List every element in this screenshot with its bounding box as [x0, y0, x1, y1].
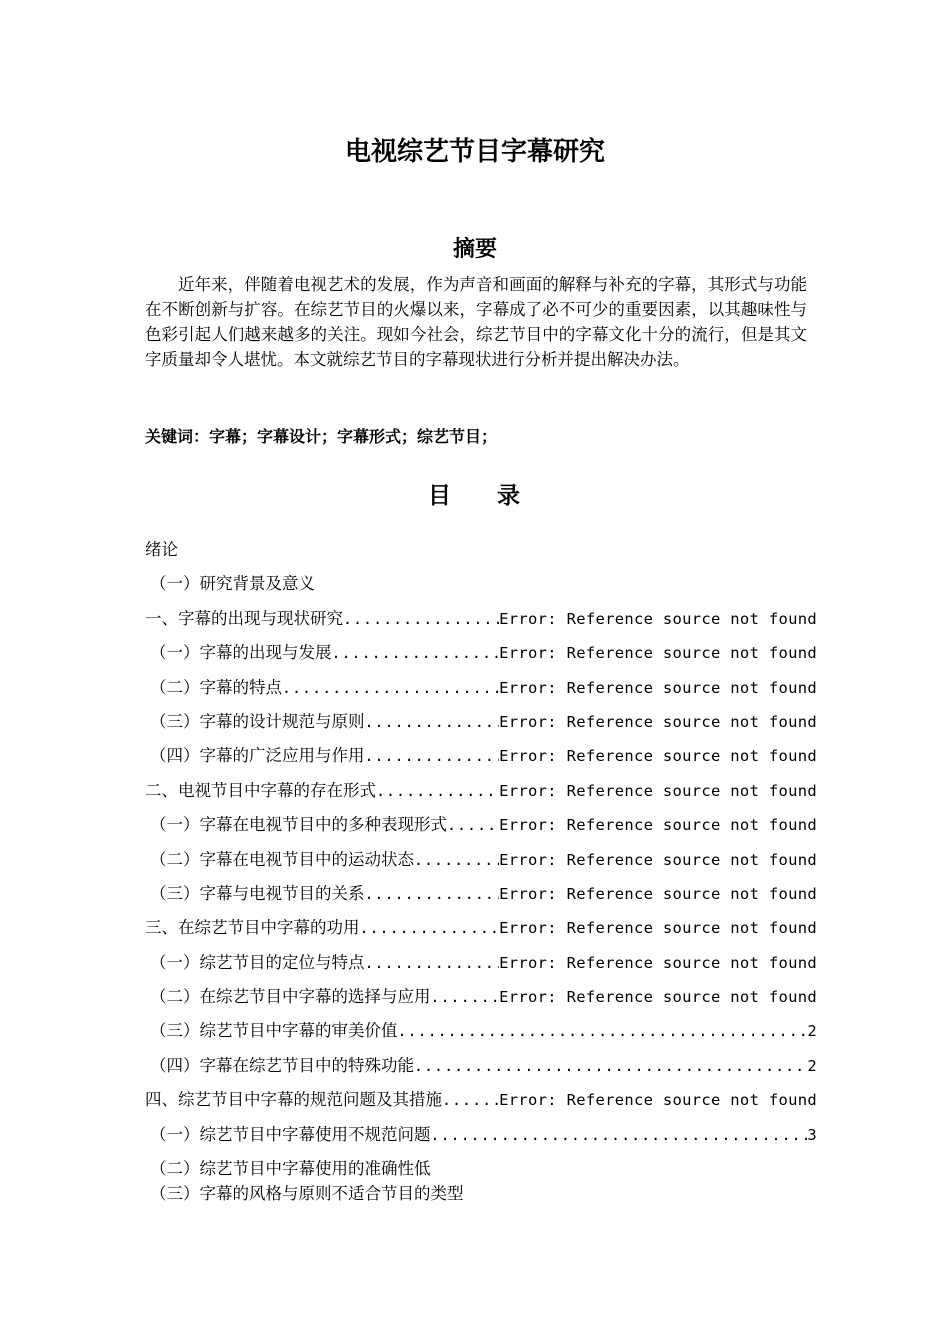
toc-entry-page-ref: Error: Reference source not found	[499, 953, 817, 972]
toc-entry-label: （四）字幕在综艺节目中的特殊功能	[150, 1055, 414, 1075]
toc-entry[interactable]	[145, 949, 817, 983]
toc-dot-leader	[376, 777, 499, 805]
toc-entry-page-ref: 2	[807, 1056, 817, 1075]
toc-entry-label: 四、综艺节目中字幕的规范问题及其措施	[145, 1090, 442, 1110]
toc-entry-page-ref: Error: Reference source not found	[499, 1091, 817, 1110]
toc-entry[interactable]	[145, 846, 817, 880]
toc-entry[interactable]	[145, 674, 817, 708]
toc-dot-leader	[365, 708, 500, 736]
toc-entry[interactable]	[145, 1086, 817, 1120]
toc-entry-page-ref: Error: Reference source not found	[499, 850, 817, 869]
toc-entry[interactable]	[145, 811, 817, 845]
toc-entry-label: （三）字幕的风格与原则不适合节目的类型	[150, 1184, 464, 1203]
toc-heading-left: 目	[428, 483, 453, 509]
toc-entry[interactable]	[145, 1121, 817, 1155]
toc-entry[interactable]	[145, 570, 817, 604]
toc-entry[interactable]	[145, 708, 817, 742]
toc-dot-leader	[365, 742, 500, 770]
toc-entry[interactable]	[145, 536, 817, 570]
toc-entry[interactable]	[145, 742, 817, 776]
toc-entry-page-ref: 2	[807, 1022, 817, 1041]
toc-dot-leader	[343, 605, 499, 633]
toc-entry-label: 绪论	[145, 540, 178, 559]
toc-entry-label: （三）字幕与电视节目的关系	[150, 883, 365, 903]
toc-entry-page-ref: Error: Reference source not found	[499, 609, 817, 628]
toc-entry[interactable]	[145, 983, 817, 1017]
toc-entry-label: 二、电视节目中字幕的存在形式	[145, 780, 376, 800]
table-of-contents	[145, 536, 817, 1155]
toc-dot-leader	[332, 639, 500, 667]
toc-entry[interactable]	[145, 1156, 464, 1181]
toc-entry-label: （一）字幕在电视节目中的多种表现形式	[150, 815, 447, 835]
toc-entry-label: 一、字幕的出现与现状研究	[145, 608, 343, 628]
keywords-line: 关键词：字幕；字幕设计；字幕形式；综艺节目；	[145, 427, 498, 446]
toc-entry-page-ref: 3	[807, 1125, 817, 1144]
toc-entry-label: （一）综艺节目中字幕使用不规范问题	[150, 1124, 431, 1144]
toc-entry-label: （二）在综艺节目中字幕的选择与应用	[150, 987, 431, 1007]
toc-heading	[0, 478, 950, 514]
toc-entry-page-ref: Error: Reference source not found	[499, 816, 817, 835]
toc-dot-leader	[414, 1052, 807, 1080]
toc-dot-leader	[431, 983, 500, 1011]
toc-dot-leader	[365, 880, 500, 908]
toc-entry[interactable]	[145, 880, 817, 914]
toc-entry-page-ref: Error: Reference source not found	[499, 884, 817, 903]
toc-entry-label: （二）字幕在电视节目中的运动状态	[150, 849, 414, 869]
table-of-contents-tail	[145, 1156, 464, 1206]
toc-entry[interactable]	[145, 1181, 464, 1206]
toc-entry-label: （二）综艺节目中字幕使用的准确性低	[150, 1159, 431, 1178]
abstract-body: 近年来，伴随着电视艺术的发展，作为声音和画面的解释与补充的字幕，其形式与功能在不断创新与扩容。在综艺节目的火爆以来，字幕成了必不可少的重要因素，以其趣味性与色彩引起人们越来越多的关注。现如今社会，综艺节目中的字幕文化十分的流行，但是其文字质量却令人堪忧。本文就综艺节目的字幕现状进行分析并提出解决办法。	[145, 275, 807, 369]
toc-heading-right: 录	[497, 483, 522, 509]
toc-entry[interactable]	[145, 1052, 817, 1086]
toc-dot-leader	[442, 1086, 499, 1114]
abstract-heading: 摘要	[452, 237, 497, 262]
toc-dot-leader	[398, 1017, 808, 1045]
toc-entry-label: （三）字幕的设计规范与原则	[150, 711, 365, 731]
toc-entry[interactable]	[145, 639, 817, 673]
toc-entry-label: 三、在综艺节目中字幕的功用	[145, 918, 360, 938]
toc-dot-leader	[447, 811, 499, 839]
toc-dot-leader	[414, 846, 499, 874]
toc-dot-leader	[431, 1121, 808, 1149]
toc-dot-leader	[360, 914, 500, 942]
toc-entry-page-ref: Error: Reference source not found	[499, 644, 817, 663]
toc-entry[interactable]	[145, 1017, 817, 1051]
toc-entry-page-ref: Error: Reference source not found	[499, 747, 817, 766]
toc-entry-label: （三）综艺节目中字幕的审美价值	[150, 1021, 398, 1041]
toc-entry-label: （二）字幕的特点	[150, 677, 282, 697]
toc-dot-leader	[365, 949, 500, 977]
toc-entry-page-ref: Error: Reference source not found	[499, 712, 817, 731]
toc-entry-page-ref: Error: Reference source not found	[499, 678, 817, 697]
toc-entry[interactable]	[145, 914, 817, 948]
toc-entry-page-ref: Error: Reference source not found	[499, 988, 817, 1007]
toc-entry-label: （四）字幕的广泛应用与作用	[150, 746, 365, 766]
toc-entry-page-ref: Error: Reference source not found	[499, 781, 817, 800]
toc-entry-label: （一）研究背景及意义	[150, 574, 315, 594]
toc-entry-label: （一）综艺节目的定位与特点	[150, 952, 365, 972]
paper-title: 电视综艺节目字幕研究	[344, 137, 605, 167]
toc-entry-label: （一）字幕的出现与发展	[150, 643, 332, 663]
toc-dot-leader	[282, 674, 499, 702]
toc-entry[interactable]	[145, 605, 817, 639]
toc-entry[interactable]	[145, 777, 817, 811]
toc-entry-page-ref: Error: Reference source not found	[499, 919, 817, 938]
